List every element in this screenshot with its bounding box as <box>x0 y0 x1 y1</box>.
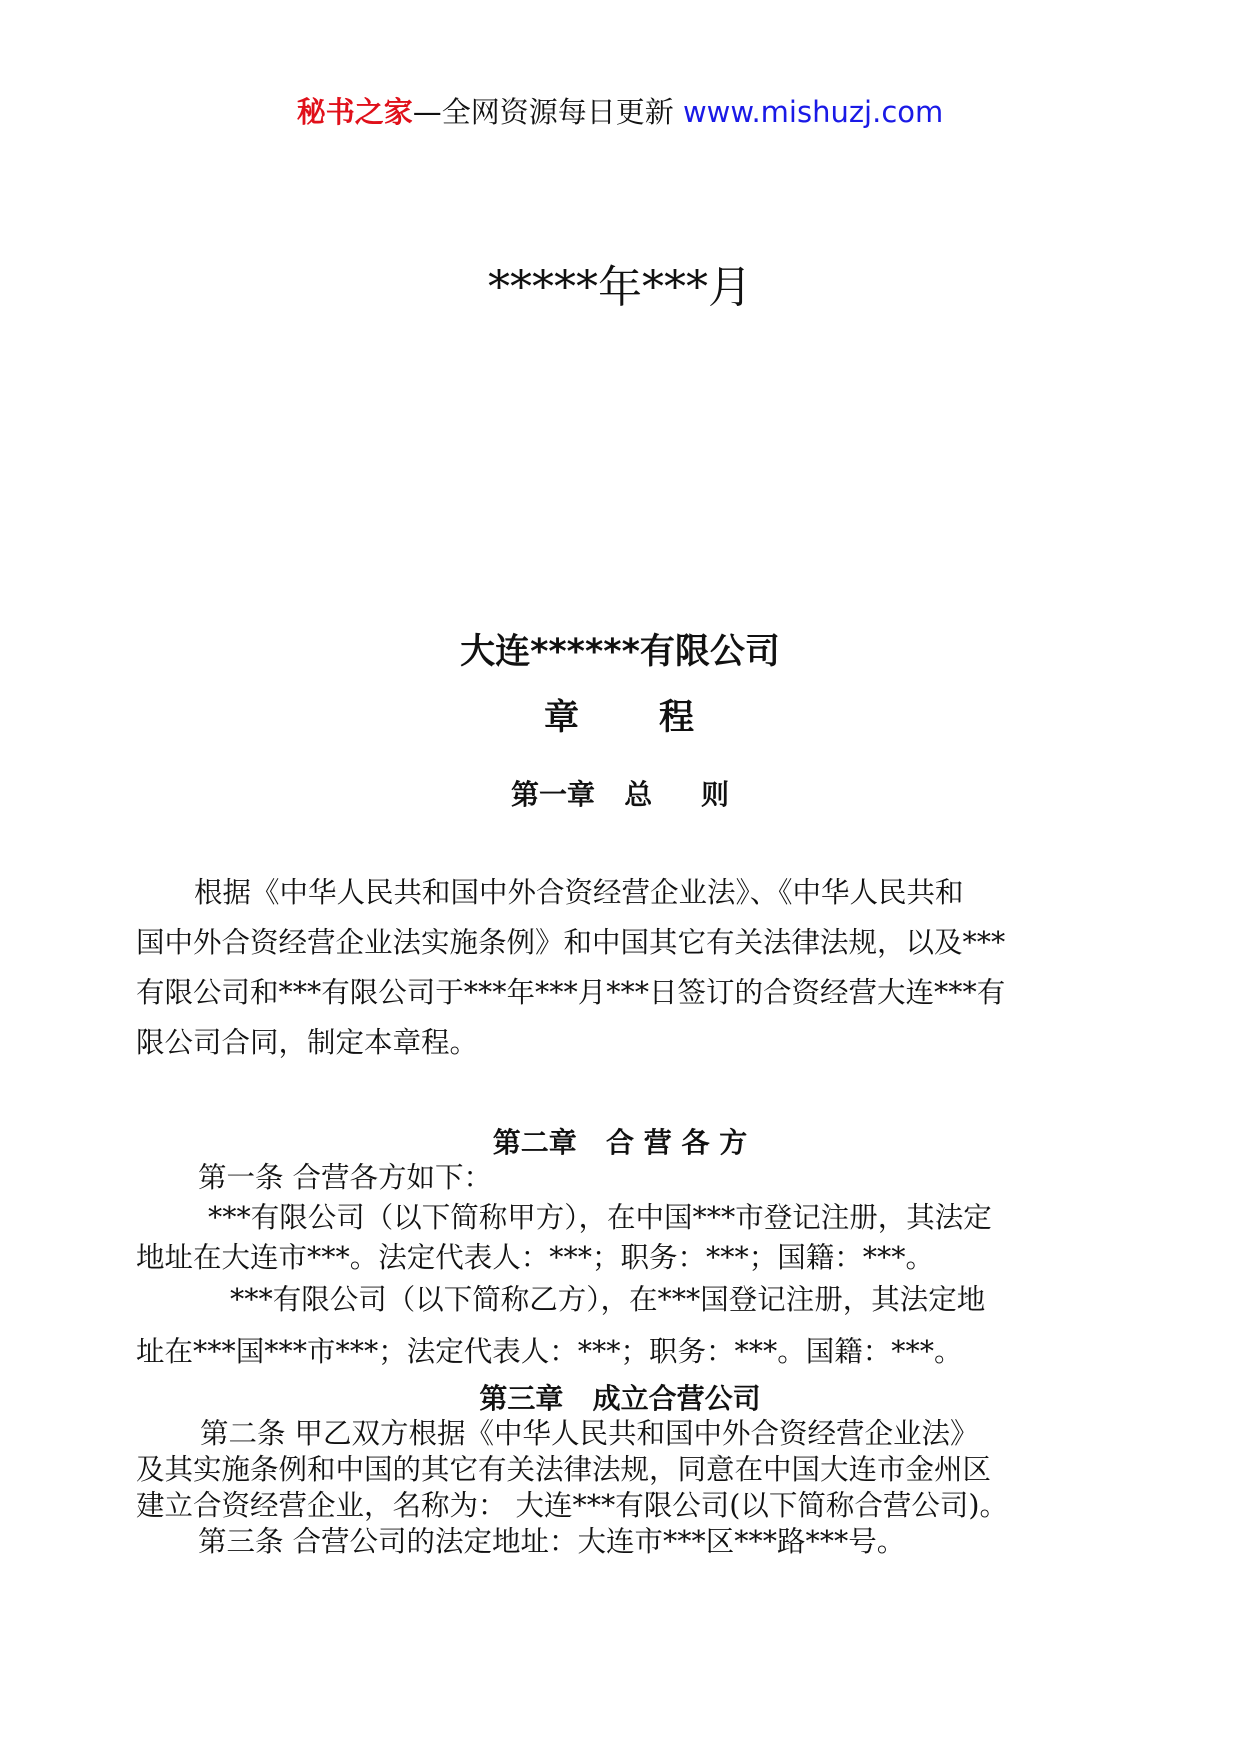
body-line: 及其实施条例和中国的其它有关法律法规，同意在中国大连市金州区 <box>136 1453 992 1486</box>
brand-name: 秘书之家 <box>296 95 413 129</box>
chapter-2-body <box>136 1158 1100 1372</box>
title-char-1: 章 <box>543 698 581 738</box>
body-line: 址在***国***市***；法定代表人：***；职务：***。国籍：***。 <box>136 1335 963 1368</box>
chapter-3-body <box>136 1416 1100 1560</box>
document-title <box>0 694 1240 742</box>
site-url-link[interactable]: www.mishuzj.com <box>682 95 944 129</box>
chapter-1-heading: 第一章 总 则 <box>511 778 729 811</box>
article-line: 第一条 合营各方如下： <box>198 1161 493 1194</box>
banner-slogan: —全网资源每日更新 <box>412 95 683 129</box>
chapter-1-body <box>136 868 1100 1068</box>
body-line: 限公司合同，制定本章程。 <box>136 1026 479 1059</box>
company-name-heading: 大连******有限公司 <box>460 632 780 672</box>
article-line: 第二条 甲乙双方根据《中华人民共和国中外合资经营企业法》 <box>200 1417 979 1450</box>
site-banner <box>0 92 1240 132</box>
chapter-2-heading: 第二章 合 营 各 方 <box>492 1126 748 1159</box>
body-line: 地址在大连市***。法定代表人：***；职务：***；国籍：***。 <box>136 1241 935 1274</box>
body-line: ***有限公司（以下简称甲方），在中国***市登记注册，其法定 <box>208 1201 992 1234</box>
article-line: 第三条 合营公司的法定地址：大连市***区***路***号。 <box>198 1525 906 1558</box>
body-line: 根据《中华人民共和国中外合资经营企业法》、《中华人民共和 <box>194 876 964 909</box>
chapter-3-heading: 第三章 成立合营公司 <box>479 1382 761 1415</box>
body-line: ***有限公司（以下简称乙方），在***国登记注册，其法定地 <box>230 1283 986 1316</box>
title-char-2: 程 <box>659 698 697 738</box>
body-line: 建立合资经营企业，名称为： 大连***有限公司(以下简称合营公司)。 <box>136 1489 1009 1522</box>
body-line: 国中外合资经营企业法实施条例》和中国其它有关法律法规，以及*** <box>136 926 1006 959</box>
body-line: 有限公司和***有限公司于***年***月***日签订的合资经营大连***有 <box>136 976 1006 1009</box>
document-date: *****年***月 <box>488 262 752 313</box>
